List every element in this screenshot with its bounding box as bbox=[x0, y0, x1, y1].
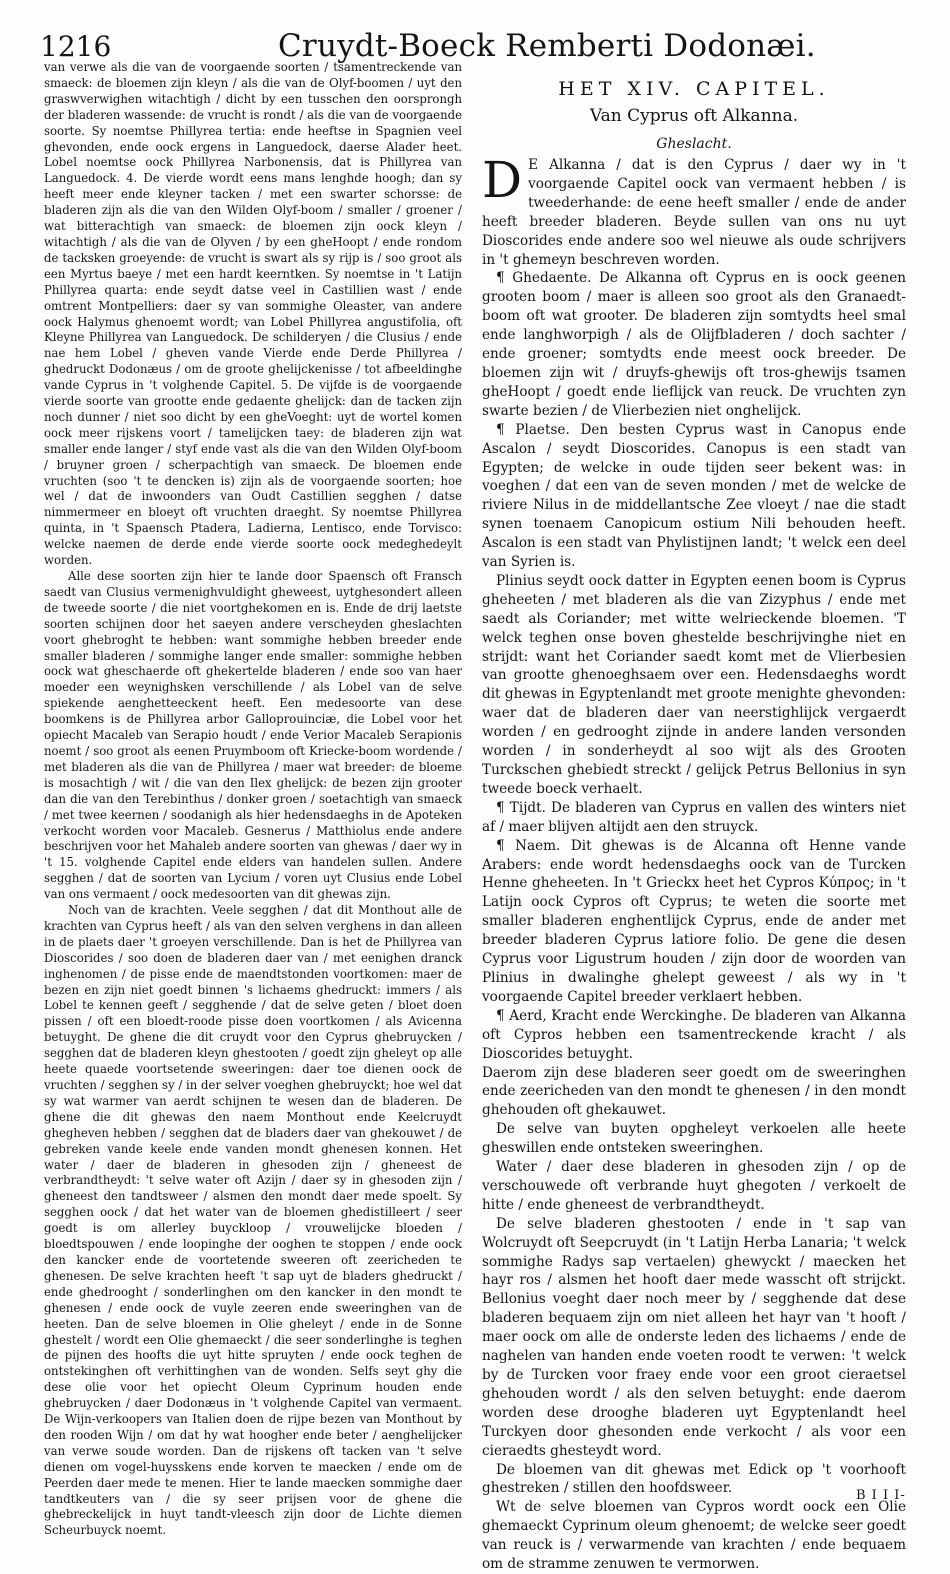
drop-cap: D bbox=[482, 151, 523, 209]
right-paragraph-7: ¶ Aerd, Kracht ende Werckinghe. De bladeren van Alkanna oft Cypros hebben een tsamentreckende kracht / als Dioscorides betuyght. bbox=[482, 1007, 906, 1062]
catchword: B I I I- bbox=[856, 1488, 906, 1503]
right-paragraph-1-text: E Alkanna / dat is den Cyprus / daer wy in 't voorgaende Capitel oock van vermaent hebben / is tweederhande: de eene heeft smaller / ende de ander heeft breeder bladeren. Beyde sullen van ons nu uyt Dioscorides ende andere soo wel nieuwe als oude schrijvers in 't ghemeyn beschreven worden. bbox=[482, 157, 906, 268]
left-paragraph-3: Noch van de krachten. Veele segghen / dat dit Monthout alle de krachten van Cyprus heeft / als van den selven verghens in dan alleen in de plaets daer 't groeyen verschillende. Dan is het de Phillyrea van Dioscorides / soo doen de bladeren daer van / met eenighen dranck inghenomen / de pisse ende de maendtstonden voortkomen: maer de bezen en zijn niet goedt binnen 's lichaems ghedruckt: immers / als Lobel te kennen geeft / segghende / dat de selve geten / bloet doen pissen / oft een bloedt-roode pisse doen voortkomen / als Avicenna betuyght. De ghene die dit cruydt voor den Cyprus ghebruycken / segghen dat de bladeren kleyn ghestooten / goedt zijn gheleyt op alle heete quaede voortsetende sweeringen: daer toe dienen oock de vruchten / segghen sy / in der selver voeghen ghebruyckt; hoe wel dat sy wat warmer van aerdt schijnen te wesen dan de bladeren. De ghene die dit ghewas den naem Monthout ende Keelcruydt ghegheven hebben / segghen dat de bladers daer van ghekouwet / de gebreken vande keele ende vanden mondt ghenesen konnen. Het water / daer de bladeren in ghesoden zijn / gheneest de verbrandtheydt: 't selve water oft Azijn / daer sy in ghesoden zijn / gheneest den tandtsweer / alsmen den mondt daer mede spoelt. Sy segghen oock / dat het water van de bloemen ghedistilleert / seer goedt is om allerley buyckloop / vrouwelijcke bloeden / bloedtspouwen / ende loopinghe der ooghen te stoppen / ende oock den kancker ende de voortetende sweeren oft zeericheden te ghenesen. De selve krachten heeft 't sap uyt de bladers ghedruckt / ende ghedrooght / sonderlinghen om den kancker in den mondt te ghenesen / ende oock de vuyle zeeren ende sweeringhen van de heeten. Dan de selve bloemen in Olie gheleyt / ende in de Sonne ghestelt / wordt een Olie ghemaeckt / die seer sonderlinghe is teghen de pijnen des hoofts die uyt hitte spruyten / ende oock teghen de ontstekinghen oft verhittinghen van de wonden. Selfs seyt ghy die dese olie voor het opiecht Oleum Cyprinum houden ende ghebruycken / daer Dodonæus in 't volghende Capitel van vermaent. De Wijn-verkoopers van Italien doen de rijpe bezen van Monthout by den rooden Wijn / om dat hy wat hoogher ende beter / aenghelijcker van verwe soude worden. Dan de rijskens oft tacken van 't selve dienen om vogel-huysskens ende korven te maecken / ende om de Peerden daer mede te menen. Hier te lande maecken sommighe daer tandtkeuters van / die sy seer prijsen voor de ghene die ghebreckelijck in huyt tandt-vleesch zijn door de Lichte diemen Scheurbuyck noemt. bbox=[44, 903, 462, 1538]
running-title: Cruydt-Boeck Remberti Dodonæi. bbox=[278, 28, 816, 64]
right-paragraph-3: ¶ Plaetse. Den besten Cyprus wast in Canopus ende Ascalon / seydt Dioscorides. Canopus is een stadt van Egypten; de welcke in oude tijden seer bekent was: in voeghen / dat een van de seven monden / met de welcke de riviere Nilus in de middellantsche Zee vloeyt / nae die stadt synen toenaem Canopicum ostium Nili behouden heeft. Ascalon is een stadt van Phylistijnen landt; 't welck een deel van Syrien is. bbox=[482, 421, 906, 571]
left-paragraph-1: van verwe als die van de voorgaende soorten / tsamentreckende van smaeck: de bloemen zijn kleyn / als die van de Olyf-boomen / uyt den graswverwighen witachtigh / dicht by een tusschen den oorsprongh der bladeren wassende: de vrucht is rondt / als die van de voorgaende soorte. Sy noemtse Phillyrea tertia: ende heeftse in Spagnien veel ghevonden, ende oock ergens in Languedock, daerse Alader heet. Lobel noemtse oock Phillyrea Narbonensis, dat is Phillyrea van Languedock. 4. De vierde wordt eens mans lenghde hoogh; dan sy heeft meer ende kleyner tacken / met een swarter schorsse: de bladeren zijn als die van den Wilden Olyf-boom / smaller / groener / wat bitterachtigh van smaeck: de bloemen zijn oock kleyn / witachtigh / als die van de Olyven / by een gheHoopt / ende rondom de tacksken groeyende: de vrucht is swart als sy rijp is / soo groot als een Myrtus baeye / met een hardt keerntken. Sy noemtse in 't Latijn Phillyrea quarta: ende seydt datse veel in Castillien wast / ende omtrent Montpelliers: daer sy van sommighe Oleaster, van andere oock Halymus ghenoemt wordt; van Lobel Phillyrea angustifolia, oft Kleyne Phillyrea van Languedock. De schilderyen / die Clusius / ende nae hem Lobel / gheven vande Vierde ende Derde Phillyrea / ghedruckt Dodonæus / om de groote ghelijckenisse / tot afbeeldinghe vande Cyprus in 't volghende Capitel. 5. De vijfde is de voorgaende vierde soorte van grootte ende gedaente ghelijck: dan de tacken zijn noch dunner / niet soo dicht by een gheVoeght: uyt de wortel komen oock meer rijskens voort / tamelijcken taey: de bladeren zijn wat smaller ende langer / styf ende vast als die van den Wilden Olyf-boom / bruyner groen / scherpachtigh van smaeck. De bloemen ende vruchten (soo 't te dencken is) zijn als de voorgaende soorten; hoe wel / dat de inwoonders van Oudt Castillien segghen / datse nimmermeer en bloeyt oft vruchten draeght. Sy noemtse Phillyrea quinta, in 't Spaensch Ptadera, Ladierna, Lentisco, ende Torvisco: welcke naemen de derde ende vierde soorte oock medeghedeylt worden. bbox=[44, 60, 462, 568]
right-paragraph-11: De selve bladeren ghestooten / ende in 't sap van Wolcruydt oft Seepcruydt (in 't Latijn Herba Lanaria; 't welck sommighe Radys sap vertaelen) ghewyckt / maecken het hayr ros / alsmen het hooft daer mede wasscht oft strijckt. Bellonius voeght daer noch meer by / segghende dat dese bladeren bequaem zijn om niet alleen het hayr van 't hooft / maer oock om alle de onderste leden des lichaems / ende de naghelen van handen ende voeten roodt te verwen: 't welck by de Turcken voor fraey ende voor een groot cieraetsel ghehouden wordt / als den selven betuyght: ende daerom worden dese drooghe bladeren uyt Egyptenlandt heel Turckyen door ghesonden ende verkocht / als voor een cieraedts ghesteydt word. bbox=[482, 1215, 906, 1459]
right-paragraph-10: Water / daer dese bladeren in ghesoden zijn / op de verschouwede oft verbrande huyt ghegoten / verkoelt de hitte / ende gheneest de verbrandtheydt. bbox=[482, 1159, 906, 1213]
right-paragraph-5: ¶ Tijdt. De bladeren van Cyprus en vallen des winters niet af / maer blijven altijdt aen den struyck. bbox=[482, 799, 906, 835]
right-paragraph-9: De selve van buyten opgheleyt verkoelen alle heete gheswillen ende ontsteken sweeringhen. bbox=[482, 1121, 906, 1157]
right-paragraph-6: ¶ Naem. Dit ghewas is de Alcanna oft Henne vande Arabers: ende wordt hedensdaeghs oock van de Turcken Henne gheheeten. In 't Grieckx heet het Cypros Κύπρος; in 't Latijn oock Cypros oft Cyprus; te weten die soorte met smaller bladeren enghentlijck Cyprus, ende de ander met breeder bladeren Cyprus latiore folio. De gene die desen Cyprus voor Ligustrum houden / zijn door de woorden van Plinius in dwalinghe ghelept geweest / als wy in 't voorgaende Capitel breeder verklaert hebben. bbox=[482, 837, 906, 1005]
right-paragraph-8: Daerom zijn dese bladeren seer goedt om de sweeringhen ende zeericheden van den mondt te ghenesen / in den mondt ghehouden oft ghekauwet. bbox=[482, 1064, 906, 1119]
page-number: 1216 bbox=[40, 30, 112, 63]
chapter-heading: HET XIV. CAPITEL. bbox=[558, 78, 830, 100]
right-paragraph-4: Plinius seydt oock datter in Egypten eenen boom is Cyprus gheheeten / met bladeren als die van Zizyphus / ende met saedt als Coriander; met witte welrieckende bloemen. 'T welck teghen onse boven ghestelde beschrijvinghe niet en strijdt: want het Coriander saedt komt met de Vlierbesien van grootte ghenoeghsaem over een. Hedensdaeghs wordt dit ghewas in Egyptenlandt met groote menighte ghevonden: waer dat de bladeren daer van neerstighlijck vergaerdt worden / en gedrooght zijnde in andere landen versonden worden / in sonderheydt al soo wijt als des Grooten Turckschen ghebiedt streckt / gelijck Petrus Bellonius in syn tweede boeck verhaelt. bbox=[482, 572, 906, 797]
right-paragraph-1 bbox=[482, 151, 906, 269]
left-paragraph-2: Alle dese soorten zijn hier te lande door Spaensch oft Fransch saedt van Clusius vermenighvuldight gheweest, uytghesondert alleen de tweede soorte / die niet voortghekomen en is. Ende de drij laetste soorten schijnen door het saeyen andere verscheyden gheslachten voort ghebroght te hebben: want sommighe hebben breeder ende smaller bladeren / sommighe langer ende smaller: sommighe hebben oock wat gheschaerde oft ghekertelde bladeren / ende soo van haer moeder een weynighsken verschillende / als Lobel van de selve spiekende aenghetteeckent heeft. Een medesoorte van dese boomkens is de Phillyrea arbor Galloprouinciæ, die Lobel voor het opiecht Macaleb van Serapio houdt / ende Verior Macaleb Serapionis noemt / soo groot als eenen Pruymboom oft Kriecke-boom wordende / met bladeren als die van de Phillyrea / maer wat breeder: de bloeme is mosachtigh / wit / die van den Ilex ghelijck: de bezen zijn grooter dan die van den Terebinthus / donker groen / soetachtigh van smaeck / met twee keernen / soodanigh als hier hedensdaeghs in de Apoteken verkocht worden voor Macaleb. Gesnerus / Matthiolus ende andere beschrijven voor het Mahaleb andere soorten van ghewas / daer wy in 't 15. volghende Capitel ende elders van handelen sullen. Andere segghen / dat de soorten van Lycium / voren uyt Clusius ende Lobel van ons vermaent / oock medesoorten van dit ghewas zijn. bbox=[44, 569, 462, 902]
section-heading: Gheslacht. bbox=[656, 136, 732, 152]
left-column bbox=[44, 60, 462, 1538]
right-paragraph-12: De bloemen van dit ghewas met Edick op 't voorhooft ghestreken / stillen den hoofdsweer. bbox=[482, 1461, 906, 1497]
chapter-subtitle: Van Cyprus oft Alkanna. bbox=[589, 106, 799, 126]
right-paragraph-13: Wt de selve bloemen van Cypros wordt oock een Olie ghemaeckt Cyprinum oleum ghenoemt; de welcke seer goedt van reuck is / verwarmende van krachten / ende bequaem om de stramme zenuwen te vermorwen. bbox=[482, 1499, 906, 1573]
right-paragraph-2: ¶ Ghedaente. De Alkanna oft Cyprus en is oock geenen grooten boom / maer is alleen soo groot als den Granaedt-boom oft wat grooter. De bladeren zijn somtydts heel smal ende langhworpigh / als de Olijfbladeren / doch sachter / ende groener; somtydts ende meest oock breeder. De bloemen zijn wit / druyfs-ghewijs oft tros-ghewijs tsamen gheHoopt / goedt ende lieflijck van reuck. De vruchten zyn swarte bezien / de Vlierbezien niet onghelijck. bbox=[482, 270, 906, 419]
